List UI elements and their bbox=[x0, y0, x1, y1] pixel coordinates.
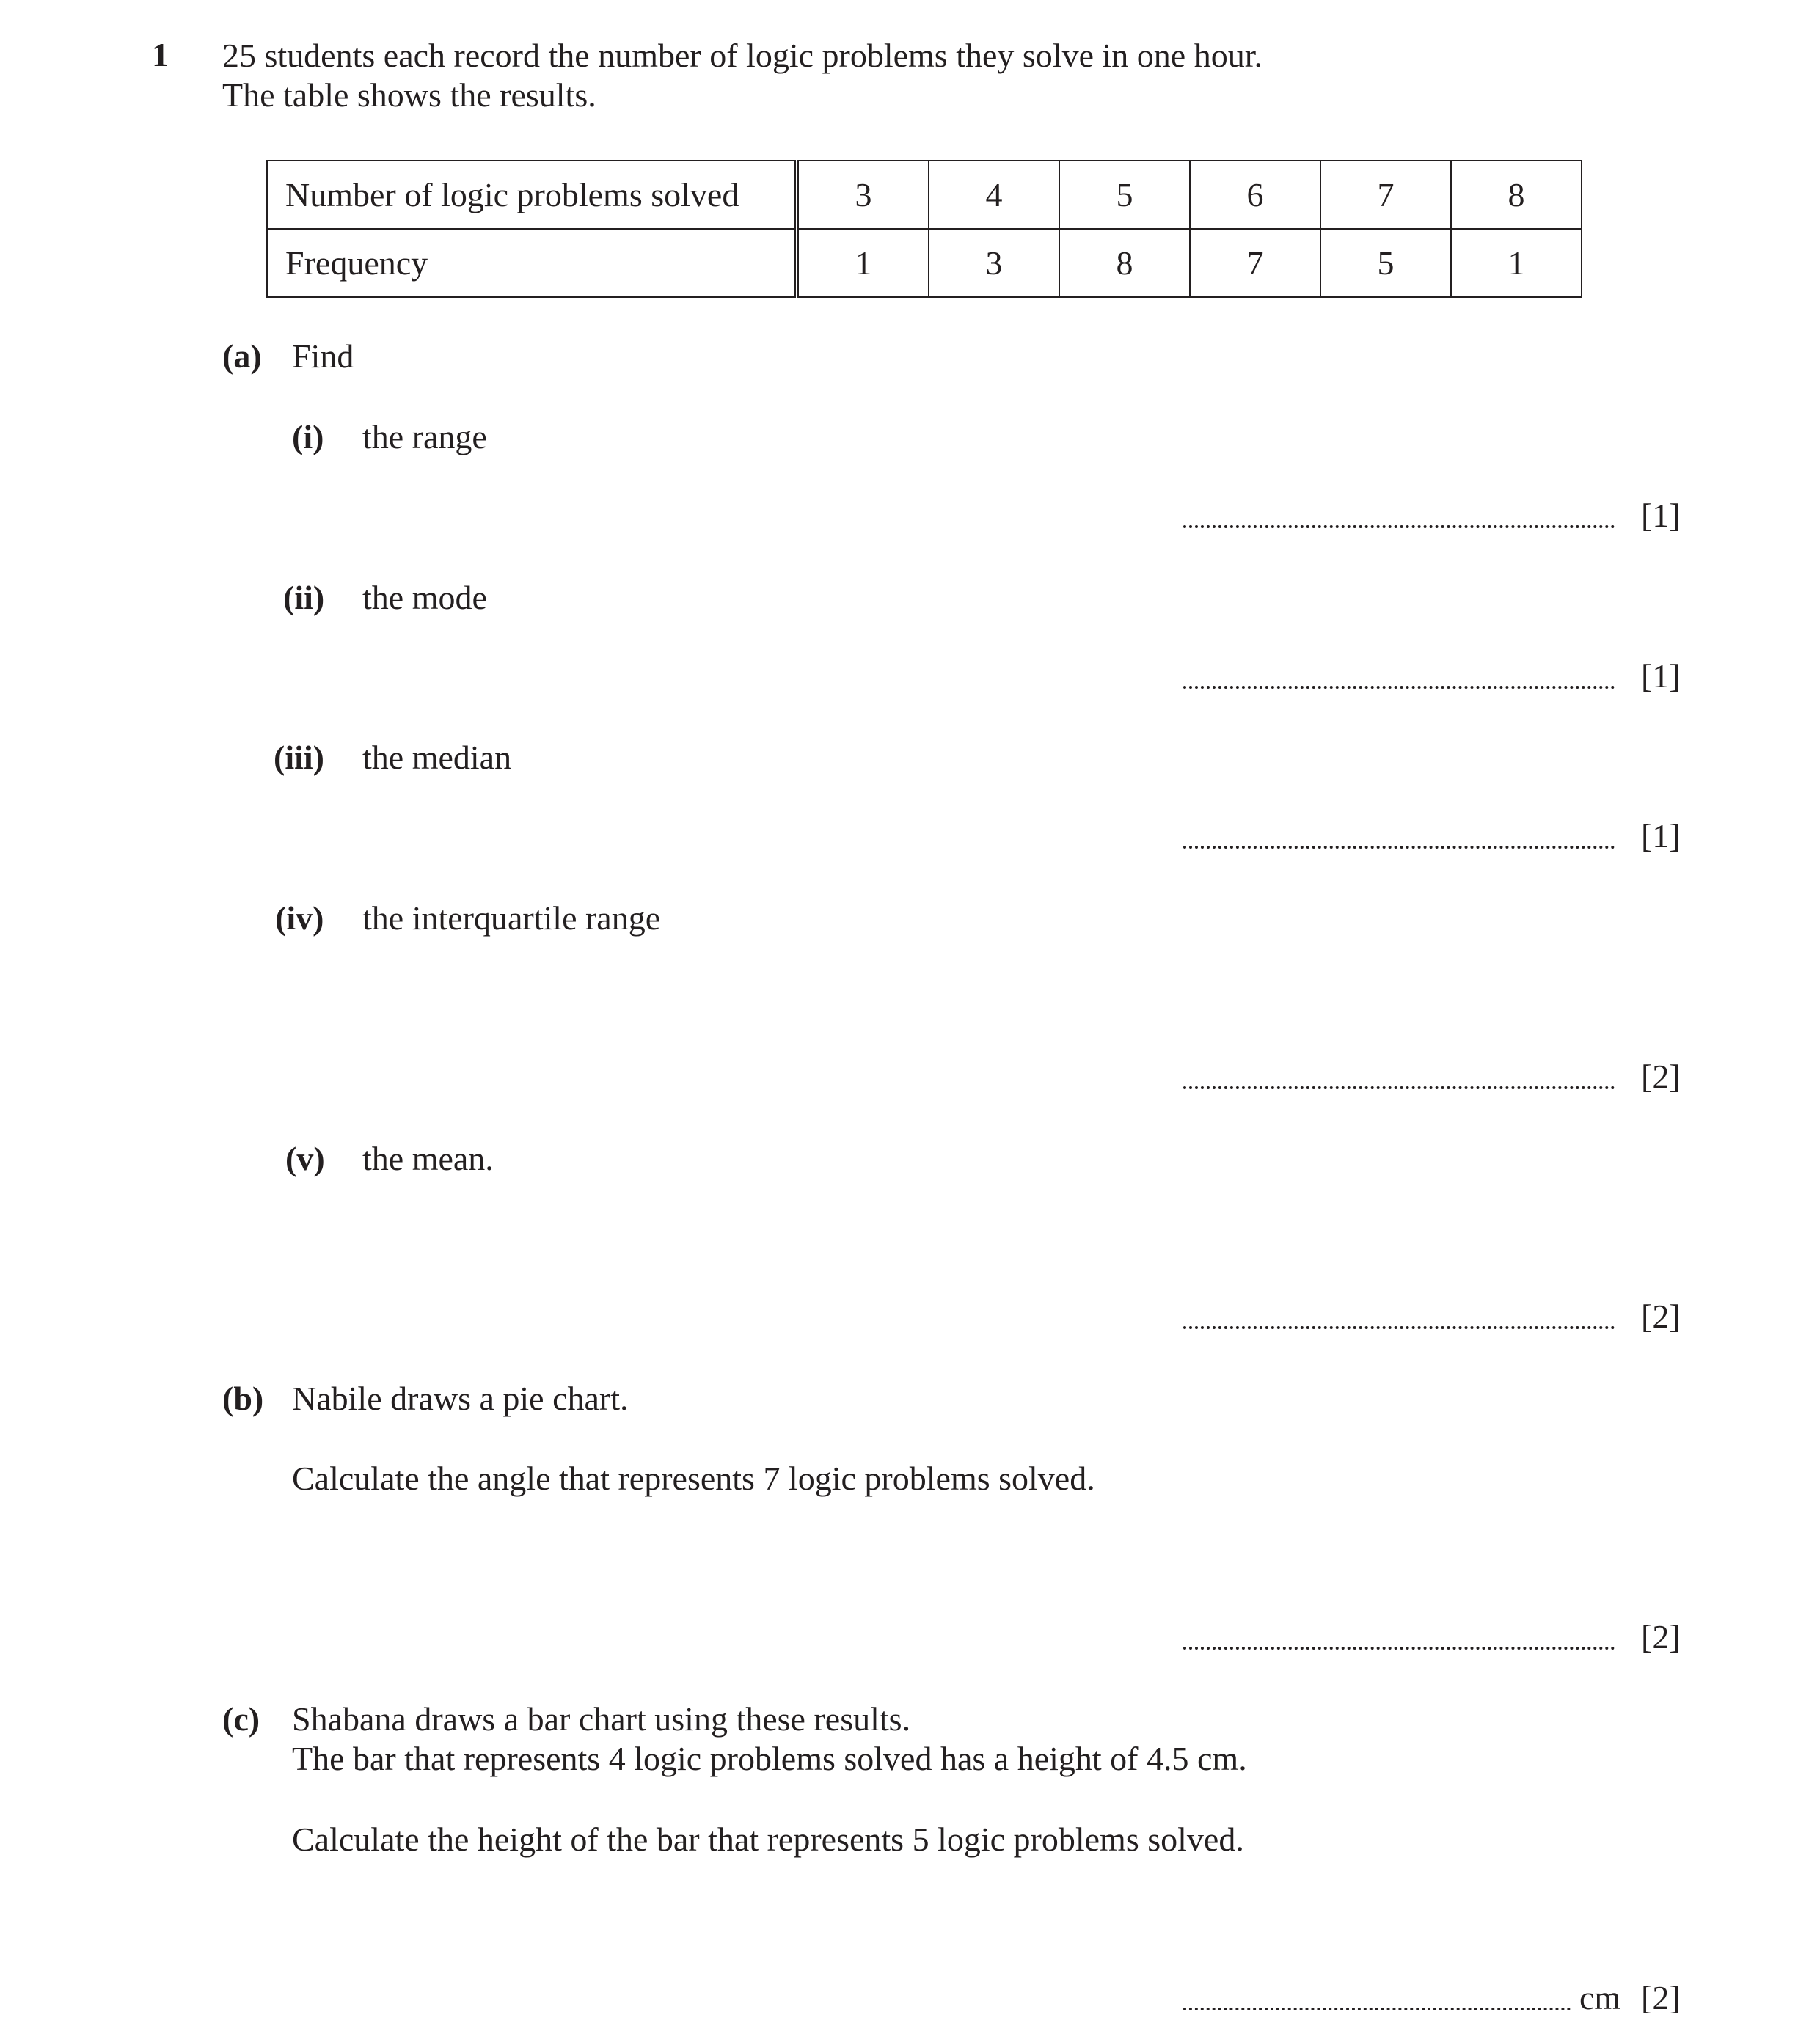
answer-line-range[interactable] bbox=[1183, 525, 1615, 528]
table-cell: 1 bbox=[1451, 229, 1582, 297]
answer-line-iqr[interactable] bbox=[1183, 1086, 1615, 1089]
table-cell: 3 bbox=[929, 229, 1059, 297]
row-label-frequency: Frequency bbox=[267, 229, 797, 297]
part-a-ii-text: the mode bbox=[362, 579, 487, 616]
part-a-iv-text: the interquartile range bbox=[362, 899, 661, 937]
table-cell: 1 bbox=[797, 229, 929, 297]
table-cell: 3 bbox=[797, 161, 929, 229]
question-intro-line2: The table shows the results. bbox=[222, 76, 596, 114]
marks-a-ii: [1] bbox=[1641, 657, 1681, 695]
part-b-line1: Nabile draws a pie chart. bbox=[292, 1380, 629, 1417]
answer-line-mean[interactable] bbox=[1183, 1326, 1615, 1329]
part-b-line2: Calculate the angle that represents 7 logic problems solved. bbox=[292, 1460, 1095, 1497]
answer-line-median[interactable] bbox=[1183, 846, 1615, 849]
table-row bbox=[267, 229, 1582, 297]
part-a-i-label: (i) bbox=[292, 418, 324, 455]
table-cell: 4 bbox=[929, 161, 1059, 229]
question-number: 1 bbox=[152, 36, 169, 73]
table-cell: 8 bbox=[1059, 229, 1190, 297]
table-cell: 5 bbox=[1320, 229, 1451, 297]
part-a-v-text: the mean. bbox=[362, 1140, 494, 1177]
part-a-iii-text: the median bbox=[362, 739, 512, 776]
row-label-problems: Number of logic problems solved bbox=[267, 161, 797, 229]
marks-c: [2] bbox=[1641, 1979, 1681, 2016]
table-cell: 7 bbox=[1190, 229, 1320, 297]
part-a-label: (a) bbox=[222, 337, 262, 375]
table-cell: 6 bbox=[1190, 161, 1320, 229]
part-c-line3: Calculate the height of the bar that represents 5 logic problems solved. bbox=[292, 1820, 1244, 1858]
marks-a-v: [2] bbox=[1641, 1298, 1681, 1335]
answer-line-bar-height[interactable] bbox=[1183, 2008, 1571, 2010]
part-a-v-label: (v) bbox=[285, 1140, 325, 1177]
part-b-label: (b) bbox=[222, 1380, 264, 1417]
answer-line-mode[interactable] bbox=[1183, 686, 1615, 689]
part-a-iv-label: (iv) bbox=[275, 899, 324, 937]
part-a-i-text: the range bbox=[362, 418, 487, 455]
part-c-line1: Shabana draws a bar chart using these results. bbox=[292, 1700, 911, 1738]
marks-a-iv: [2] bbox=[1641, 1058, 1681, 1095]
part-a-iii-label: (iii) bbox=[274, 739, 324, 776]
table-row bbox=[267, 161, 1582, 229]
marks-b: [2] bbox=[1641, 1618, 1681, 1655]
marks-a-i: [1] bbox=[1641, 497, 1681, 534]
part-c-label: (c) bbox=[222, 1700, 260, 1738]
part-c-line2: The bar that represents 4 logic problems solved has a height of 4.5 cm. bbox=[292, 1740, 1247, 1777]
question-intro-line1: 25 students each record the number of logic problems they solve in one hour. bbox=[222, 37, 1262, 74]
answer-line-pie-angle[interactable] bbox=[1183, 1647, 1615, 1650]
table-cell: 8 bbox=[1451, 161, 1582, 229]
table-cell: 5 bbox=[1059, 161, 1190, 229]
frequency-table bbox=[266, 160, 1582, 298]
marks-a-iii: [1] bbox=[1641, 817, 1681, 855]
part-a-text: Find bbox=[292, 337, 354, 375]
part-a-ii-label: (ii) bbox=[283, 579, 325, 616]
table-cell: 7 bbox=[1320, 161, 1451, 229]
unit-cm: cm bbox=[1579, 1979, 1621, 2016]
